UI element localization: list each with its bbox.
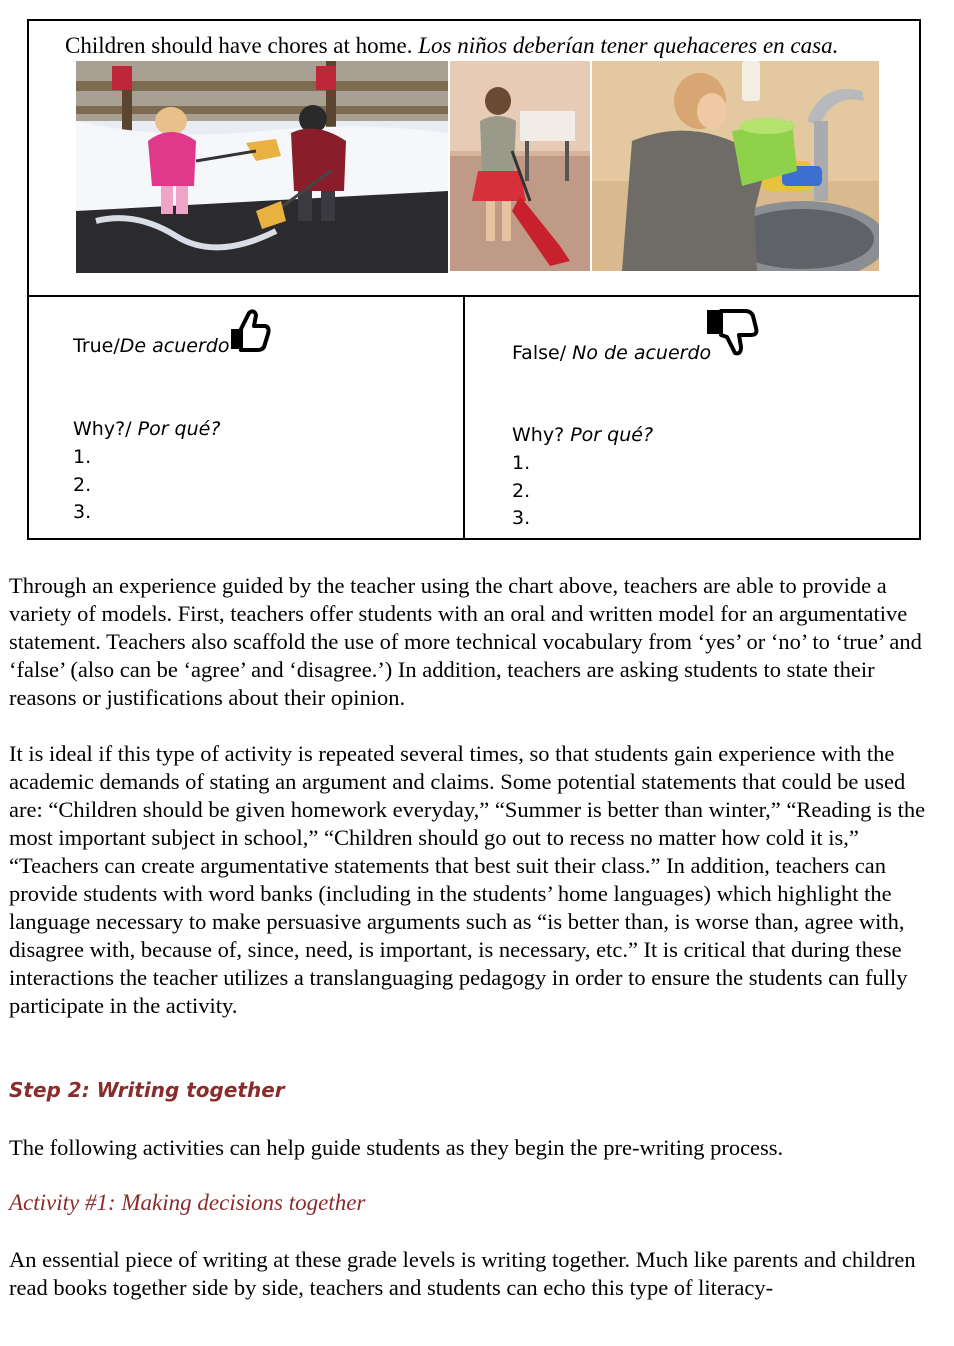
list-item: 3. [512, 507, 531, 529]
paragraph-text: The following activities can help guide students as they begin the pre-writing process. [9, 1135, 784, 1160]
list-item: 1. [512, 452, 531, 474]
false-why-label [512, 424, 653, 446]
argument-chart-table [27, 19, 921, 540]
true-label [73, 335, 229, 357]
false-label [512, 342, 711, 364]
paragraph-prewriting [9, 1134, 929, 1162]
false-why-english: Why? [512, 424, 565, 446]
false-disagree-cell [465, 297, 921, 540]
true-agree-cell [29, 297, 465, 540]
paragraph-text: Through an experience guided by the teacher using the chart above, teachers are able to provide a variety of models. First, teachers offer students with an oral and written model for an argumentative statement. Teachers also scaffold the use of more technical vocabulary from ‘yes’ or ‘no’ to ‘true’ and ‘false’ (also can be ‘agree’ and ‘disagree.’) In addition, teachers are asking students to state their reasons or justifications about their opinion. [9, 573, 922, 710]
paragraph-text: It is ideal if this type of activity is repeated several times, so that students gain experience with the academic demands of stating an argument and claims. Some potential statements that could be used are: “Children should be given homework everyday,” “Summer is better than winter,” “Reading is the most important subject in school,” “Children should go out to recess no matter how cold it is,” “Teachers can create argumentative statements that best suit their class.” In addition, teachers can provide students with word banks (including in the students’ home languages) which highlight the language necessary to make persuasive arguments such as “is better than, is worse than, agree with, disagree with, because of, since, need, is important, is necessary, etc.” It is critical that during these interactions the teacher utilizes a translanguaging pedagogy in order to ensure the students can fully participate in the activity. [9, 741, 926, 1018]
list-item: 2. [512, 479, 531, 502]
false-reason-list [512, 450, 530, 533]
paragraph-repeat-activity [9, 740, 929, 1020]
list-item: 2. [73, 473, 92, 496]
true-label-english: True/ [73, 335, 120, 357]
true-label-spanish: De acuerdo [119, 335, 230, 357]
vacuuming-photo [450, 61, 590, 271]
snow-shoveling-photo [76, 61, 448, 273]
dishwashing-photo [592, 61, 879, 271]
statement-spanish: Los niños deberían tener quehaceres en casa. [418, 33, 839, 58]
true-reason-list [73, 444, 91, 527]
paragraph-chart-models [9, 572, 929, 712]
list-item: 3. [73, 501, 92, 523]
false-why-spanish: Por qué? [570, 424, 654, 446]
true-why-label [73, 418, 220, 440]
thumbs-down-icon [705, 307, 759, 359]
statement-row [29, 21, 919, 297]
paragraph-writing-together [9, 1246, 929, 1302]
activity-1-heading: Activity #1: Making decisions together [9, 1190, 366, 1215]
step-2-heading: Step 2: Writing together [9, 1078, 285, 1102]
list-item: 1. [73, 446, 92, 468]
true-why-english: Why?/ [73, 418, 132, 440]
false-label-english: False/ [512, 342, 567, 364]
statement-english: Children should have chores at home. [65, 33, 413, 58]
thumbs-up-icon [228, 307, 272, 353]
chart-statement [65, 33, 838, 59]
false-label-spanish: No de acuerdo [572, 342, 712, 364]
true-why-spanish: Por qué? [137, 418, 221, 440]
paragraph-text: An essential piece of writing at these grade levels is writing together. Much like parents and children read books together side by side, teachers and students can echo this type of literacy- [9, 1247, 916, 1300]
